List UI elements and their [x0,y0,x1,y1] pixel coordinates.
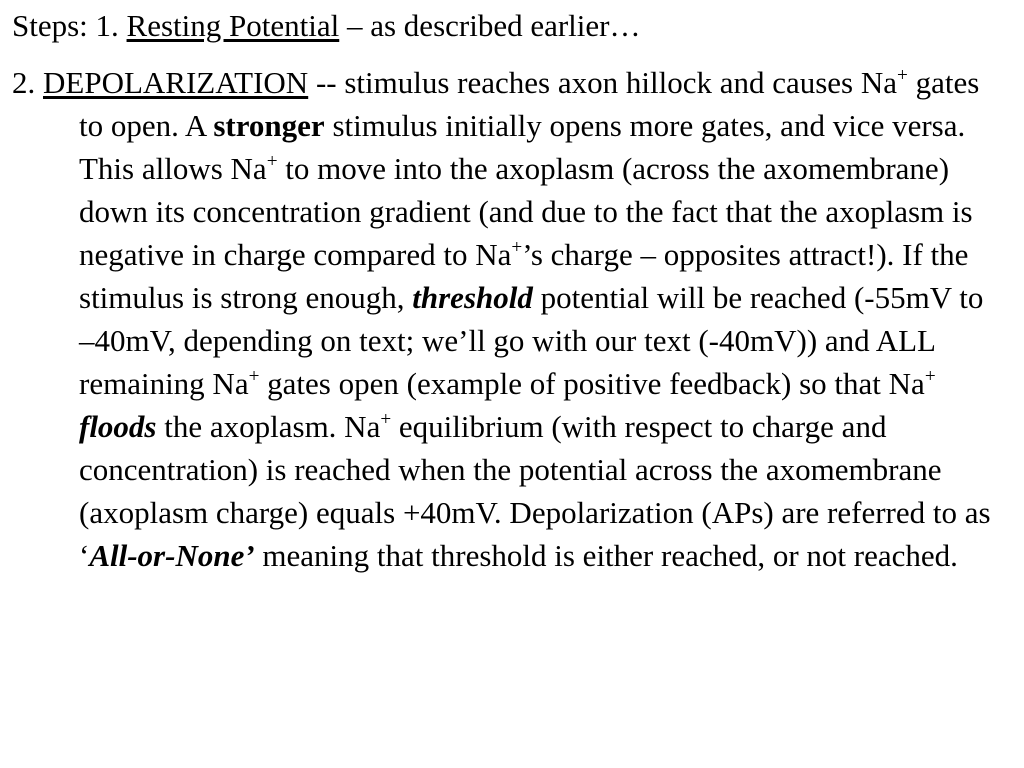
superscript-plus: + [511,237,523,259]
superscript-plus: + [248,366,260,388]
paragraph-text: -- stimulus reaches axon hillock and causes Na [308,65,898,100]
paragraph-text: meaning that threshold is either reached, or not reached. [254,538,958,573]
paragraph-text: to move into the axoplasm (across the axomembrane) down its concentration gradient (and due to the fact that the axoplasm is negative in charge compared to Na [79,151,973,272]
resting-potential-heading: Resting Potential [126,8,340,43]
steps-suffix: – as described earlier… [339,8,641,43]
paragraph-text: ’s charge – opposites attract!). If the stimulus is strong enough, [79,237,969,315]
steps-line [12,4,996,47]
superscript-plus: + [266,151,278,173]
paragraph-text: equilibrium (with respect to charge and concentration) is reached when the potential across the axomembrane (axoplasm charge) equals +40mV. Depolarization (APs) are referred to as ‘ [79,409,991,573]
paragraph-text: gates open (example of positive feedback) so that Na [259,366,925,401]
paragraph-text: gates to open. A [79,65,980,143]
steps-prefix: Steps: 1. [12,8,127,43]
emphasis-bold-italic: All-or-None’ [89,538,255,573]
emphasis-bold-italic: threshold [412,280,533,315]
paragraph-text: potential will be reached (-55mV to –40mV, depending on text; we’ll go with our text (-40mV)) and ALL remaining Na [79,280,984,401]
emphasis-bold-italic: floods [79,409,157,444]
paragraph-text: stimulus initially opens more gates, and vice versa. This allows Na [79,108,966,186]
superscript-plus: + [380,409,392,431]
superscript-plus: + [924,366,936,388]
depolarization-paragraph [12,61,996,577]
depolarization-heading: DEPOLARIZATION [43,65,309,100]
paragraph-text: 2. [12,65,43,100]
emphasis-bold: stronger [213,108,325,143]
paragraph-text: the axoplasm. Na [156,409,381,444]
superscript-plus: + [897,65,908,87]
